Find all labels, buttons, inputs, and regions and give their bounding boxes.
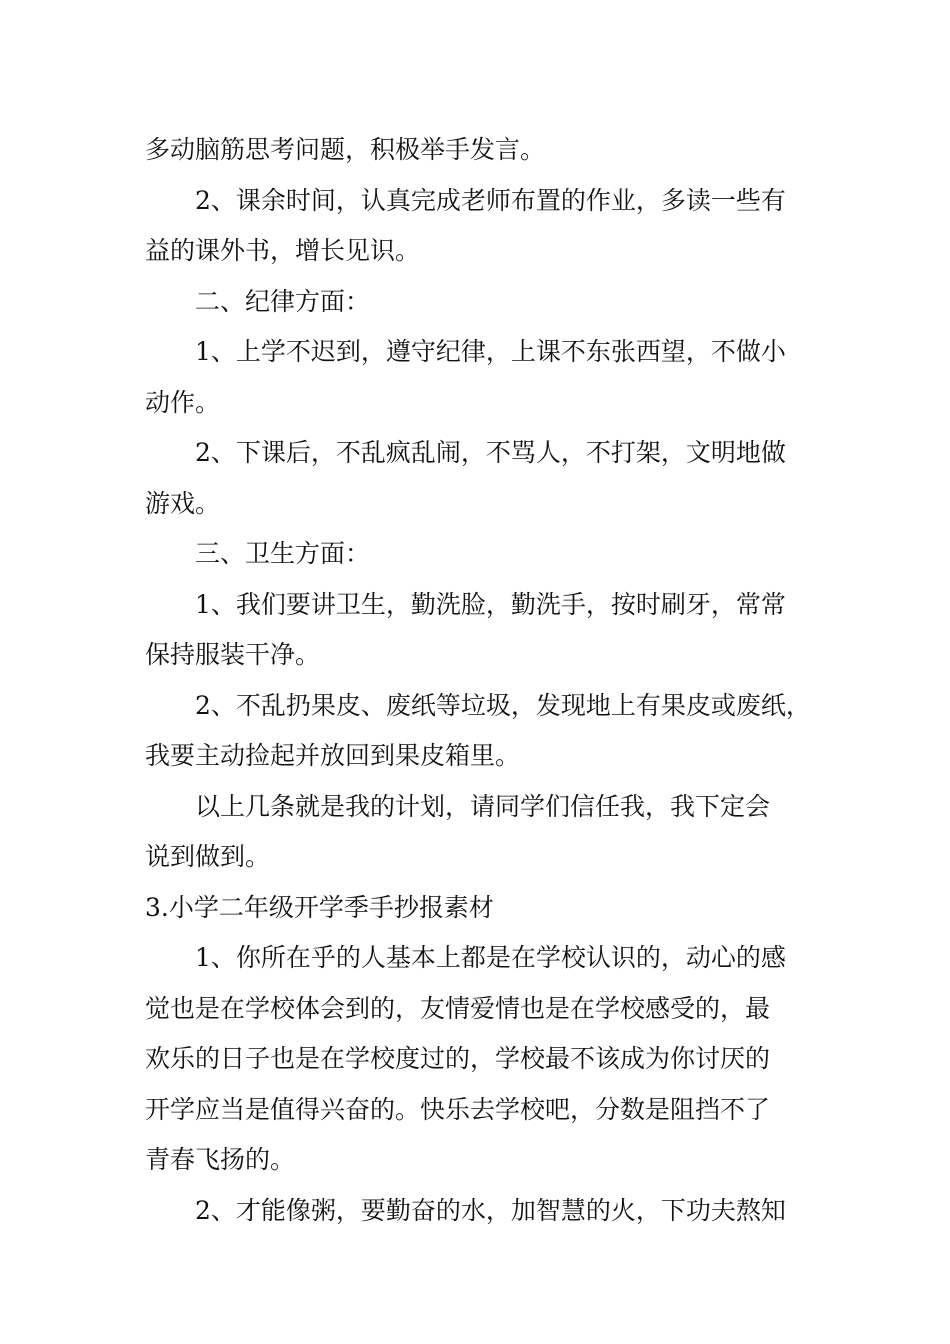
text-line: 欢乐的日子也是在学校度过的，学校最不该成为你讨厌的: [145, 1044, 771, 1073]
text-line: 觉也是在学校体会到的，友情爱情也是在学校感受的，最: [145, 993, 771, 1023]
text-line: 多动脑筋思考问题，积极举手发言。: [145, 135, 546, 164]
text-line: 青春飞扬的。: [145, 1145, 296, 1174]
text-line: 以上几条就是我的计划，请同学们信任我，我下定会: [195, 791, 771, 821]
text-line: 2、才能像粥，要勤奋的水，加智慧的火，下功夫熬知: [195, 1195, 786, 1225]
text-line: 说到做到。: [145, 842, 271, 871]
text-line: 1、上学不迟到，遵守纪律，上课不东张西望，不做小: [195, 337, 786, 366]
text-line: 动作。: [145, 387, 221, 417]
text-line: 益的课外书，增长见识。: [145, 236, 421, 265]
section-title: 3.小学二年级开学季手抄报素材: [145, 892, 494, 922]
text-line: 我要主动捡起并放回到果皮箱里。: [145, 741, 521, 770]
text-line: 开学应当是值得兴奋的。快乐去学校吧，分数是阻挡不了: [145, 1094, 771, 1124]
text-line: 1、你所在乎的人基本上都是在学校认识的，动心的感: [195, 943, 786, 972]
text-line: 2、课余时间，认真完成老师布置的作业，多读一些有: [195, 185, 786, 215]
text-line: 2、下课后，不乱疯乱闹，不骂人，不打架，文明地做: [195, 438, 786, 467]
text-line: 2、不乱扔果皮、废纸等垃圾，发现地上有果皮或废纸，: [195, 690, 811, 720]
section-heading-hygiene: 三、卫生方面：: [195, 539, 371, 568]
section-heading-discipline: 二、纪律方面：: [195, 286, 371, 316]
document-body: [145, 125, 825, 1236]
text-line: 1、我们要讲卫生，勤洗脸，勤洗手，按时刷牙，常常: [195, 589, 786, 619]
text-line: 游戏。: [145, 488, 221, 518]
text-line: 保持服装干净。: [145, 640, 321, 669]
